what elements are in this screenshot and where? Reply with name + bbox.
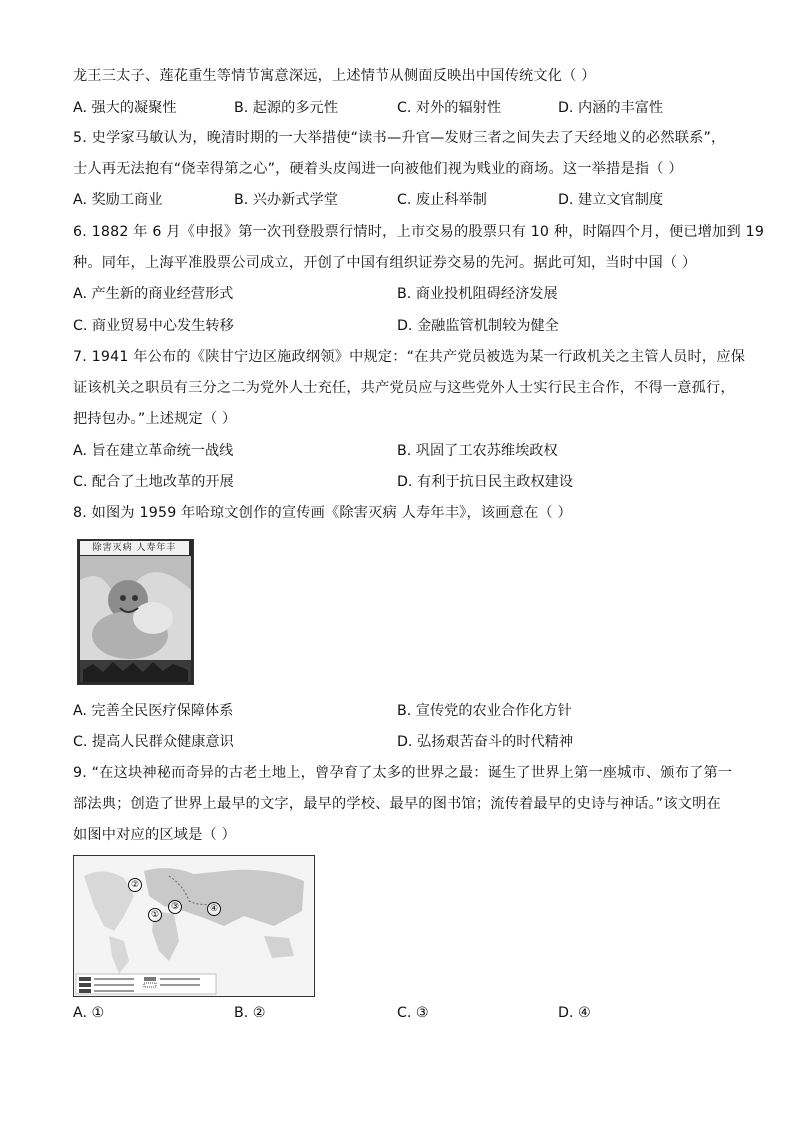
q7-stem-line2: 证该机关之职员有三分之二为党外人士充任，共产党员应与这些党外人士实行民主合作，不得一意孤行， <box>73 380 735 396</box>
world-map-image <box>73 855 315 997</box>
q9-stem-line2: 部法典；创造了世界上最早的文字，最早的学校、最早的图书馆；流传着最早的史诗与神话。”该文明在 <box>73 796 721 812</box>
q9-option-b: B. ② <box>234 1005 266 1021</box>
q5-option-c: C. 废止科举制 <box>397 192 487 208</box>
q6-stem-line2: 种。同年，上海平准股票公司成立，开创了中国有组织证券交易的先河。据此可知，当时中国（ ） <box>73 255 697 271</box>
q5-option-d: D. 建立文官制度 <box>558 192 664 208</box>
q5-stem-line1: 5. 史学家马敏认为，晚清时期的一大举措使“读书—升官—发财三者之间失去了天经地义的必然联系”， <box>73 130 726 146</box>
q9-option-d: D. ④ <box>558 1005 591 1021</box>
q8-option-b: B. 宣传党的农业合作化方针 <box>397 703 572 719</box>
q9-option-c: C. ③ <box>397 1005 429 1021</box>
q6-option-d: D. 金融监管机制较为健全 <box>397 318 559 334</box>
map-marker-1: ① <box>148 908 162 922</box>
q9-option-a: A. ① <box>73 1005 105 1021</box>
q6-option-b: B. 商业投机阻碍经济发展 <box>397 286 558 302</box>
q4-option-c: C. 对外的辐射性 <box>397 100 502 116</box>
q6-option-c: C. 商业贸易中心发生转移 <box>73 318 234 334</box>
q8-option-c: C. 提高人民群众健康意识 <box>73 734 234 750</box>
q6-stem-line1: 6. 1882 年 6 月《申报》第一次刊登股票行情时，上市交易的股票只有 10 种，时隔四个月，便已增加到 19 <box>73 224 765 240</box>
q7-option-b: B. 巩固了工农苏维埃政权 <box>397 443 558 459</box>
q8-stem-line1: 8. 如图为 1959 年哈琼文创作的宣传画《除害灭病 人寿年丰》，该画意在（ ） <box>73 505 572 521</box>
q5-stem-line2: 士人再无法抱有“侥幸得第之心”，硬着头皮闯进一向被他们视为贱业的商场。这一举措是指（ ） <box>73 161 683 177</box>
map-artwork <box>74 856 314 996</box>
map-marker-2: ② <box>128 878 142 892</box>
q7-option-a: A. 旨在建立革命统一战线 <box>73 443 234 459</box>
q4-stem-tail: 龙王三太子、莲花重生等情节寓意深远，上述情节从侧面反映出中国传统文化（ ） <box>73 68 596 84</box>
q4-option-d: D. 内涵的丰富性 <box>558 100 664 116</box>
poster-artwork <box>78 540 193 684</box>
map-marker-3: ③ <box>168 900 182 914</box>
q8-option-a: A. 完善全民医疗保障体系 <box>73 703 234 719</box>
q9-stem-line1: 9. “在这块神秘而奇异的古老土地上，曾孕育了太多的世界之最：诞生了世界上第一座城市、颁布了第一 <box>73 765 733 781</box>
q7-stem-line1: 7. 1941 年公布的《陕甘宁边区施政纲领》中规定：“在共产党员被选为某一行政机关之主管人员时，应保 <box>73 349 746 365</box>
q7-stem-line3: 把持包办。”上述规定（ ） <box>73 411 237 427</box>
poster-title: 除害灭病 人寿年丰 <box>80 541 189 555</box>
q4-option-b: B. 起源的多元性 <box>234 100 338 116</box>
q7-option-c: C. 配合了土地改革的开展 <box>73 474 234 490</box>
map-marker-4: ④ <box>207 902 221 916</box>
q9-stem-line3: 如图中对应的区域是（ ） <box>73 827 236 843</box>
q5-option-b: B. 兴办新式学堂 <box>234 192 338 208</box>
q6-option-a: A. 产生新的商业经营形式 <box>73 286 234 302</box>
q8-option-d: D. 弘扬艰苦奋斗的时代精神 <box>397 734 574 750</box>
poster-image <box>77 539 194 685</box>
q4-option-a: A. 强大的凝聚性 <box>73 100 177 116</box>
q5-option-a: A. 奖励工商业 <box>73 192 163 208</box>
q7-option-d: D. 有利于抗日民主政权建设 <box>397 474 574 490</box>
